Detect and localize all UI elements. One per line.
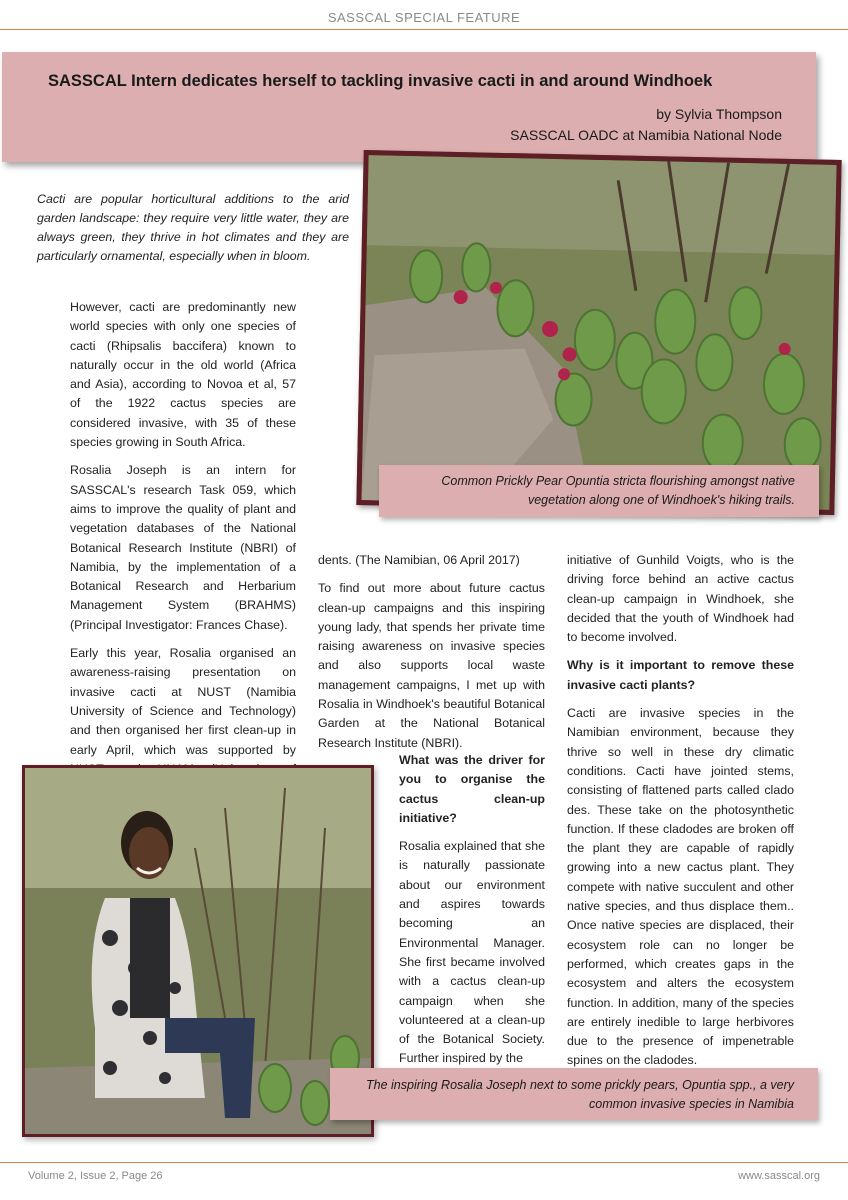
photo-caption-2: [330, 1068, 818, 1120]
footer-website: www.sasscal.org: [738, 1170, 820, 1182]
paragraph: Rosalia Joseph is an intern for SASSCAL's research Task 059, which aims to improve the quality of plant and vegetation databases of the National Botanical Research Institute (NBRI) of Namibia, by the implementation of a Botanical Research and Herbarium Management System (BRAHMS) (Principal Investigator: Frances Chase).: [70, 463, 296, 632]
question-heading: What was the driver for you to organise the cactus clean-up initiative?: [399, 753, 545, 825]
photo-caption-2-text: The inspiring Rosalia Joseph next to some prickly pears, Opuntia spp., a very common invasive species in Namibia: [366, 1078, 794, 1111]
photo-caption-1-text: Common Prickly Pear Opuntia stricta flourishing amongst native vegetation along one of Windhoek's hiking trails.: [441, 474, 795, 507]
article-column-3: [567, 551, 794, 1080]
author: by Sylvia Thompson: [656, 106, 782, 122]
article-column-2: [318, 551, 545, 762]
byline: [510, 104, 782, 146]
paragraph: Cacti are invasive species in the Namibian environment, because they thrive so well in these dry climatic conditions. Cacti have jointed stems, consisting of flattened parts called clado des. These take on the photosynthetic function. If these cladodes are broken off the plant they are capable of rapidly growing into a new cactus plant. They compete with native succulent and other native species, and thus displace them.. Once native species are displaced, their ecosystem role can no longer be performed, which creates gaps in the ecosystem and alters the ecosystem function. In addition, many of the species are entirely inedible to large herbivores due to the presence of impenetrable spines on the cladodes.: [567, 706, 794, 1068]
running-header: SASSCAL SPECIAL FEATURE: [327, 10, 521, 25]
paragraph: Rosalia explained that she is naturally passionate about our environment and aspires towards becoming an Environmental Manager. She first became involved with a cactus clean-up campaign when she volunteered at a clean-up of the Botanical Society. Further inspired by the: [399, 839, 545, 1066]
portrait-photo: [22, 765, 374, 1137]
footer-issue: Volume 2, Issue 2, Page 26: [28, 1170, 163, 1182]
cactus-photo: [356, 150, 841, 515]
intro-paragraph: Cacti are popular horticultural additions to the arid garden landscape: they require very little water, they are always green, they thrive in hot climates and they are particularly ornamental, especially when in bloom.: [37, 192, 349, 263]
photo-caption-1: [379, 465, 819, 517]
article-title: SASSCAL Intern dedicates herself to tackling invasive cacti in and around Windhoek: [48, 72, 713, 90]
author-affiliation: SASSCAL OADC at Namibia National Node: [510, 127, 782, 143]
paragraph: dents. (The Namibian, 06 April 2017): [318, 553, 520, 567]
footer-rule: [0, 1162, 848, 1163]
header-rule: [0, 29, 848, 30]
paragraph: However, cacti are predominantly new world species with only one species of cacti (Rhipsalis baccifera) known to naturally occur in the old world (Africa and Asia), according to Novoa et al, 57 of the 1922 cactus species are considered invasive, with 35 of these species growing in South Africa.: [70, 300, 296, 450]
article-column-1: [70, 298, 296, 807]
paragraph: Early this year, Rosalia organised an awareness-raising presentation on invasive cacti at NUST (Namibia University of Science and Technology) and then organised her first clean-up in early April, which was supported by: [70, 646, 296, 757]
article-column-2-lower: [399, 751, 545, 1078]
question-heading: Why is it important to remove these invasive cacti plants?: [567, 658, 794, 692]
paragraph: To find out more about future cactus clean-up campaigns and this inspiring young lady, that spends her private time raising awareness on invasive species and also supports local waste management campaigns, I met up with Rosalia in Windhoek's beautiful Botanical Garden at the National Botanical Research Institute (NBRI).: [318, 581, 545, 750]
paragraph: initiative of Gunhild Voigts, who is the driving force behind an active cactus clean-up campaign in Windhoek, she decided that the youth of Windhoek had to become involved.: [567, 553, 794, 645]
